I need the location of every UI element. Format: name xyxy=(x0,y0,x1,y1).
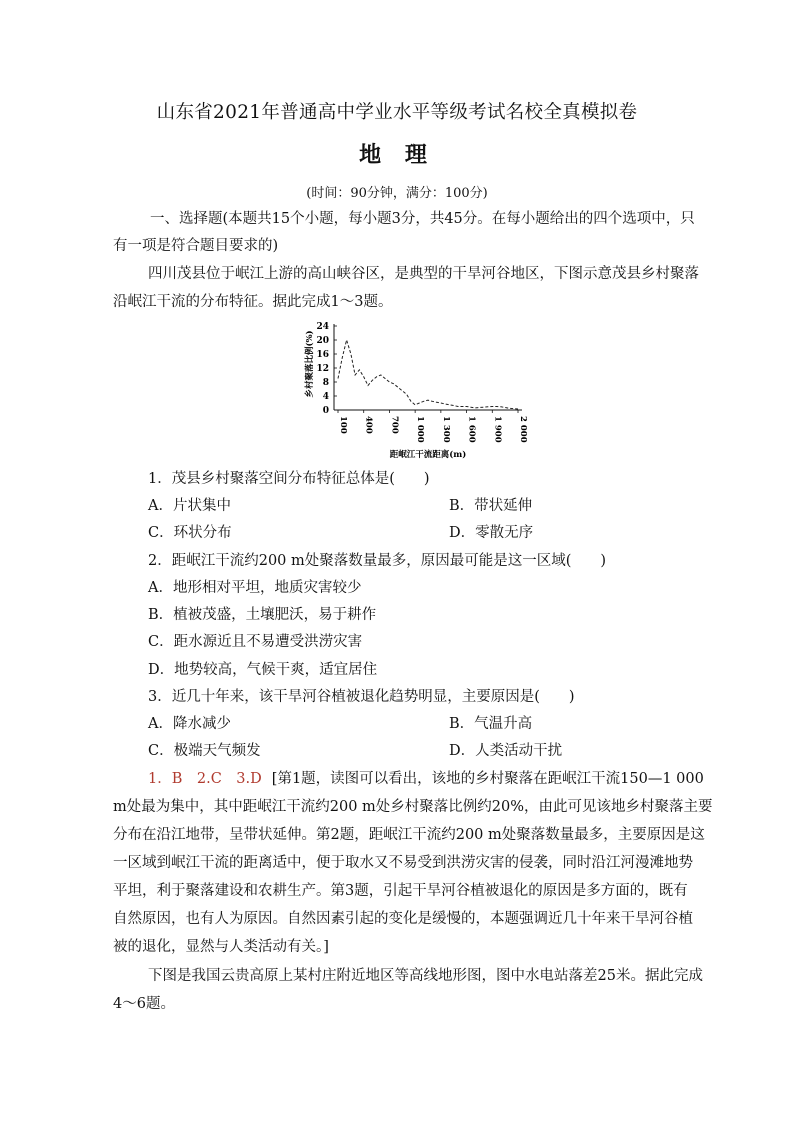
section-intro-line-2: 有一项是符合题目要求的) xyxy=(113,238,279,254)
settlement-distribution-chart xyxy=(290,318,530,460)
chart-x-tick-label: 1 900 xyxy=(492,416,503,443)
chart-x-tick-label: 2 000 xyxy=(518,416,528,443)
chart-x-tick-label: 400 xyxy=(363,416,374,434)
chart-x-axis-label: 距岷江干流距离(m) xyxy=(389,450,467,460)
chart-y-tick-label: 24 xyxy=(316,322,329,332)
question-2-option-d[interactable]: D．地势较高，气候干爽，适宜居住 xyxy=(148,662,378,678)
question-3-option-b[interactable]: B．气温升高 xyxy=(449,716,533,732)
question-1-option-d[interactable]: D．零散无序 xyxy=(449,525,534,541)
question-3-option-c[interactable]: C．极端天气频发 xyxy=(148,743,261,759)
question-1-option-a[interactable]: A．片状集中 xyxy=(148,498,231,514)
question-2-stem: 2．距岷江干流约200 m处聚落数量最多，原因最可能是这一区域( ) xyxy=(148,553,607,569)
question-1-stem: 1．茂县乡村聚落空间分布特征总体是( ) xyxy=(148,471,430,487)
chart-y-tick-label: 8 xyxy=(322,378,329,388)
exam-title: 山东省2021年普通高中学业水平等级考试名校全真模拟卷 xyxy=(156,102,638,123)
section-intro-line-1: 一、选择题(本题共15个小题，每小题3分，共45分。在每小题给出的四个选项中，只 xyxy=(150,211,695,227)
chart-y-tick-label: 20 xyxy=(316,336,329,346)
answer-key: 1．B 2.C 3.D xyxy=(148,771,262,787)
time-info: (时间：90分钟，满分：100分) xyxy=(306,186,488,201)
question-1-option-b[interactable]: B．带状延伸 xyxy=(449,498,533,514)
answer-line-7: 被的退化，显然与人类活动有关。] xyxy=(113,939,329,955)
chart-y-tick-label: 16 xyxy=(316,350,329,360)
chart-y-tick-label: 12 xyxy=(316,364,329,374)
chart-x-tick-label: 1 600 xyxy=(466,416,477,443)
chart-x-tick-label: 1 000 xyxy=(415,416,426,443)
question-3-option-a[interactable]: A．降水减少 xyxy=(148,716,231,732)
chart-y-tick-label: 0 xyxy=(322,406,329,416)
chart-y-axis-label: 乡村聚落比例(%) xyxy=(305,330,315,398)
answer-line-5: 平坦，利于聚落建设和农耕生产。第3题，引起干旱河谷植被退化的原因是多方面的，既有 xyxy=(113,883,688,899)
question-2-option-a[interactable]: A．地形相对平坦，地质灾害较少 xyxy=(148,580,362,596)
question-3-option-d[interactable]: D．人类活动干扰 xyxy=(449,743,563,759)
answer-line-4: 一区域到岷江干流的距离适中，便于取水又不易受到洪涝灾害的侵袭，同时沿江河漫滩地势 xyxy=(113,855,693,871)
answer-line-1 xyxy=(148,769,704,789)
chart-x-tick-label: 1 300 xyxy=(440,416,451,443)
question-3-stem: 3．近几十年来，该干旱河谷植被退化趋势明显，主要原因是( ) xyxy=(148,689,575,705)
passage-2-line-2: 4～6题。 xyxy=(113,996,175,1012)
chart-x-tick-label: 100 xyxy=(338,416,348,434)
question-1-option-c[interactable]: C．环状分布 xyxy=(148,525,232,541)
chart-y-tick-label: 4 xyxy=(322,392,329,402)
answer-explanation-start: [第1题，读图可以看出，该地的乡村聚落在距岷江干流150—1 000 xyxy=(271,771,704,787)
passage-1-line-2: 沿岷江干流的分布特征。据此完成1～3题。 xyxy=(113,294,393,310)
chart-x-tick-label: 700 xyxy=(389,416,400,434)
passage-1-line-1: 四川茂县位于岷江上游的高山峡谷区，是典型的干旱河谷地区，下图示意茂县乡村聚落 xyxy=(148,266,699,282)
answer-line-6: 自然原因，也有人为原因。自然因素引起的变化是缓慢的，本题强调近几十年来干旱河谷植 xyxy=(113,911,693,927)
question-2-option-b[interactable]: B．植被茂盛，土壤肥沃，易于耕作 xyxy=(148,607,377,623)
passage-2-line-1: 下图是我国云贵高原上某村庄附近地区等高线地形图，图中水电站落差25米。据此完成 xyxy=(148,968,703,984)
question-2-option-c[interactable]: C．距水源近且不易遭受洪涝灾害 xyxy=(148,634,363,650)
chart-series-line xyxy=(338,340,518,409)
subject-title: 地 理 xyxy=(359,143,435,168)
answer-line-3: 分布在沿江地带，呈带状延伸。第2题，距岷江干流约200 m处聚落数量最多，主要原因是这 xyxy=(113,827,705,843)
answer-line-2: m处最为集中，其中距岷江干流约200 m处乡村聚落比例约20%，由此可见该地乡村聚落主要 xyxy=(113,799,713,815)
